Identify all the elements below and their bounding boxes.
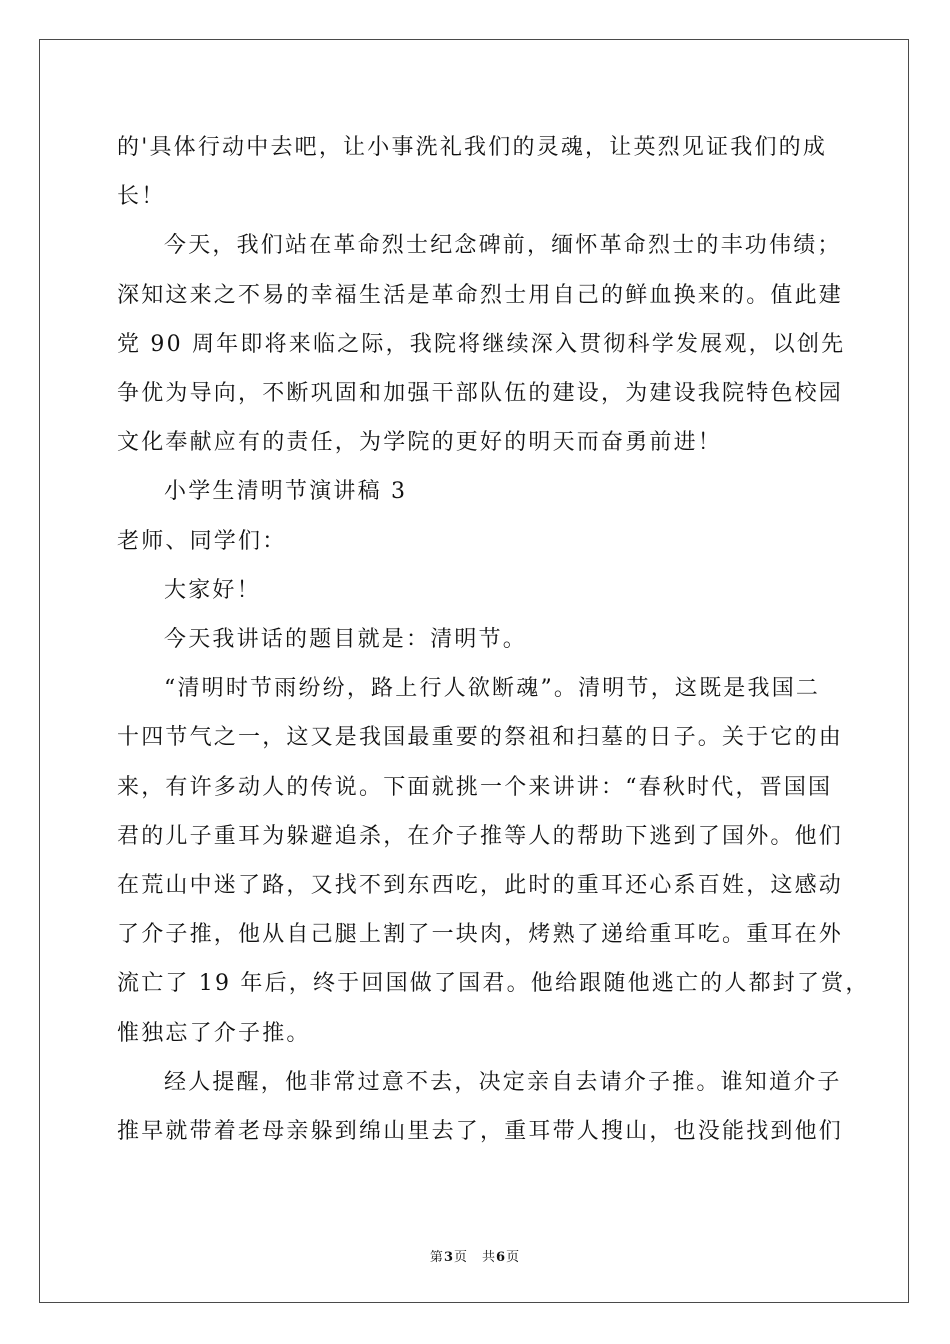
text-line: 在荒山中迷了路，又找不到东西吃，此时的重耳还心系百姓，这感动 (117, 873, 844, 899)
text-line: 流亡了 19 年后，终于回国做了国君。他给跟随他逃亡的人都封了赏， (117, 971, 870, 997)
text-line: 争优为导向，不断巩固和加强干部队伍的建设，为建设我院特色校园 (117, 381, 844, 407)
text-line: 的'具体行动中去吧，让小事洗礼我们的灵魂，让英烈见证我们的成 (117, 135, 828, 160)
text-line: 今天我讲话的题目就是：清明节。 (164, 627, 528, 653)
text-line: 君的儿子重耳为躲避追杀，在介子推等人的帮助下逃到了国外。他们 (117, 823, 844, 849)
text-line: 老师、同学们： (117, 528, 287, 554)
footer-total-prefix: 共 (482, 1250, 497, 1265)
page-footer (0, 1246, 950, 1265)
text-line: 十四节气之一，这又是我国最重要的祭祖和扫墓的日子。关于它的由 (117, 725, 844, 751)
text-line: 文化奉献应有的责任，为学院的更好的明天而奋勇前进！ (117, 430, 723, 456)
text-line: 经人提醒，他非常过意不去，决定亲自去请介子推。谁知道介子 (164, 1069, 842, 1095)
text-line: 小学生清明节演讲稿 3 (164, 479, 408, 505)
footer-total-pages: 6 (496, 1250, 507, 1265)
text-line: “清明时节雨纷纷，路上行人欲断魂”。清明节，这既是我国二 (164, 676, 821, 702)
footer-page-number: 3 (443, 1250, 454, 1265)
text-line: 来，有许多动人的传说。下面就挑一个来讲讲：“春秋时代，晋国国 (117, 774, 833, 800)
text-line: 长！ (117, 184, 166, 210)
footer-total-suffix: 页 (506, 1250, 521, 1265)
footer-page-suffix: 页 (453, 1250, 468, 1265)
text-line: 党 90 周年即将来临之际，我院将继续深入贯彻科学发展观，以创先 (117, 331, 846, 357)
text-line: 惟独忘了介子推。 (117, 1020, 311, 1046)
text-line: 深知这来之不易的幸福生活是革命烈士用自己的鲜血换来的。值此建 (117, 282, 844, 308)
document-body (117, 123, 870, 1156)
text-line: 推早就带着老母亲躲到绵山里去了，重耳带人搜山，也没能找到他们 (117, 1119, 844, 1145)
text-line: 大家好！ (164, 577, 261, 603)
text-line: 了介子推，他从自己腿上割了一块肉，烤熟了递给重耳吃。重耳在外 (117, 922, 844, 948)
footer-page-prefix: 第 (429, 1250, 444, 1265)
text-line: 今天，我们站在革命烈士纪念碑前，缅怀革命烈士的丰功伟绩； (164, 233, 842, 259)
